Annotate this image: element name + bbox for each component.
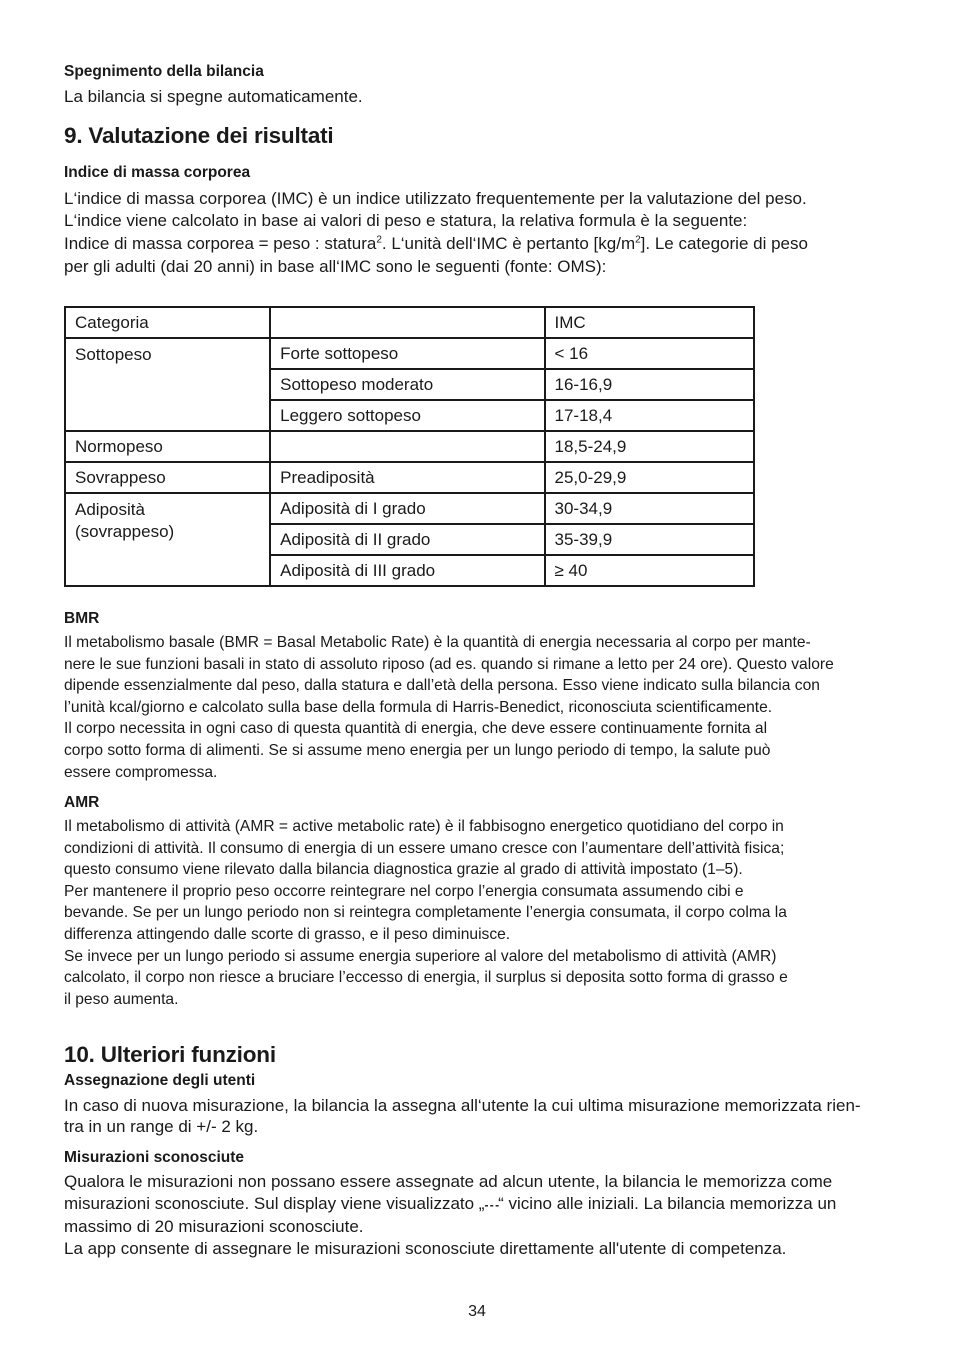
cell-normal-empty — [270, 431, 544, 462]
assign-body — [64, 1095, 894, 1137]
bmr-body — [64, 632, 894, 783]
bmi-formula-text: Indice di massa corporea = peso : statura — [64, 234, 377, 253]
unknown-body — [64, 1171, 894, 1259]
superscript-2: 2 — [635, 234, 641, 246]
header-imc: IMC — [545, 307, 755, 338]
amr-line: il peso aumenta. — [64, 990, 179, 1008]
table-row — [65, 338, 754, 369]
bmr-line: Il corpo necessita in ogni caso di questa quantità di energia, che deve essere continuamente fornita al — [64, 720, 768, 738]
cell-severe-under: Forte sottopeso — [270, 338, 544, 369]
unknown-line-4: La app consente di assegnare le misurazioni sconosciute direttamente all'utente di competenza. — [64, 1238, 787, 1258]
shutdown-text: La bilancia si spegne automaticamente. — [64, 87, 363, 106]
cell-preobese: Preadiposità — [270, 462, 544, 493]
cell-obese-3-value: ≥ 40 — [545, 555, 755, 586]
amr-line: differenza attingendo dalle scorte di grasso, e il peso diminuisce. — [64, 925, 511, 943]
bmi-line-3 — [64, 233, 894, 255]
bmi-line-2: L‘indice viene calcolato in base ai valori di peso e statura, la relativa formula è la seguente: — [64, 211, 748, 230]
unknown-text-b: “ vicino alle iniziali. La bilancia memorizza un — [498, 1193, 837, 1213]
cell-mild-under: Leggero sottopeso — [270, 400, 544, 431]
cell-obese-2: Adiposità di II grado — [270, 524, 544, 555]
cell-preobese-value: 25,0-29,9 — [545, 462, 755, 493]
bmi-line-1: L‘indice di massa corporea (IMC) è un indice utilizzato frequentemente per la valutazione del peso. — [64, 189, 807, 208]
bmr-line: nere le sue funzioni basali in stato di assoluto riposo (ad es. quando si rimane a letto per 24 ore). Questo valore — [64, 655, 834, 673]
bmi-table — [64, 306, 755, 587]
cell-normal: Normopeso — [65, 431, 270, 462]
amr-line: bevande. Se per un lungo periodo non si reintegra completamente l’energia consumata, il corpo colma la — [64, 904, 787, 922]
superscript-2: 2 — [376, 234, 382, 246]
assign-line: In caso di nuova misurazione, la bilancia la assegna all‘utente la cui ultima misurazione memorizzata rien- — [64, 1096, 861, 1115]
header-category: Categoria — [65, 307, 270, 338]
bmi-line-4: per gli adulti (dai 20 anni) in base all‘IMC sono le seguenti (fonte: OMS): — [64, 257, 607, 276]
dashes-symbol: - - - — [484, 1197, 499, 1212]
cell-obese — [65, 493, 270, 586]
cell-overweight: Sovrappeso — [65, 462, 270, 493]
bmr-title: BMR — [64, 610, 100, 627]
bmi-categories-text: ]. Le categorie di peso — [640, 234, 808, 253]
cell-moderate-under-value: 16-16,9 — [545, 369, 755, 400]
unknown-line-3: massimo di 20 misurazioni sconosciute. — [64, 1217, 364, 1236]
cell-obese-1: Adiposità di I grado — [270, 493, 544, 524]
unknown-title: Misurazioni sconosciute — [64, 1149, 245, 1166]
table-row — [65, 462, 754, 493]
amr-line: Se invece per un lungo periodo si assume energia superiore al valore del metabolismo di attività (AMR) — [64, 947, 777, 965]
cell-obese-1-value: 30-34,9 — [545, 493, 755, 524]
amr-body — [64, 816, 894, 1010]
amr-line: condizioni di attività. Il consumo di energia di un essere umano cresce con l’aumentare dell’attività fisica; — [64, 839, 785, 857]
cell-obese-3: Adiposità di III grado — [270, 555, 544, 586]
shutdown-title: Spegnimento della bilancia — [64, 63, 264, 80]
bmr-line: dipende essenzialmente dal peso, dalla statura e dall’età della persona. Esso viene indicato sulla bilancia con — [64, 677, 820, 695]
bmi-title: Indice di massa corporea — [64, 164, 251, 181]
unknown-line-1: Qualora le misurazioni non possano essere assegnate ad alcun utente, la bilancia le memorizza come — [64, 1172, 833, 1191]
unknown-line-2 — [64, 1193, 894, 1217]
bmr-line: essere compromessa. — [64, 763, 218, 781]
obese-label-1: Adiposità — [75, 500, 145, 519]
amr-line: calcolato, il corpo non riesce a bruciare l’eccesso di energia, il surplus si deposita sotto forma di grasso e — [64, 969, 788, 987]
amr-line: questo consumo viene rilevato dalla bilancia diagnostica grazie al grado di attività impostato (1–5). — [64, 861, 743, 879]
cell-severe-under-value: < 16 — [545, 338, 755, 369]
table-header-row — [65, 307, 754, 338]
bmi-unit-text: . L‘unità dell‘IMC è pertanto [kg/m — [381, 234, 636, 253]
amr-title: AMR — [64, 794, 100, 811]
cell-obese-2-value: 35-39,9 — [545, 524, 755, 555]
section-10-heading: 10. Ulteriori funzioni — [64, 1042, 276, 1067]
cell-underweight: Sottopeso — [65, 338, 270, 431]
bmr-line: corpo sotto forma di alimenti. Se si assume meno energia per un lungo periodo di tempo, la salute può — [64, 741, 771, 759]
unknown-text-a: misurazioni sconosciute. Sul display viene visualizzato „ — [64, 1193, 485, 1213]
cell-normal-value: 18,5-24,9 — [545, 431, 755, 462]
amr-line: Per mantenere il proprio peso occorre reintegrare nel corpo l’energia consumata assumendo cibi e — [64, 882, 744, 900]
header-subcategory — [270, 307, 544, 338]
assign-line: tra in un range di +/- 2 kg. — [64, 1117, 259, 1136]
obese-label-2: (sovrappeso) — [75, 522, 175, 541]
table-row — [65, 493, 754, 524]
table-row — [65, 431, 754, 462]
bmr-line: Il metabolismo basale (BMR = Basal Metabolic Rate) è la quantità di energia necessaria al corpo per mante- — [64, 634, 811, 651]
page-number: 34 — [468, 1303, 486, 1320]
bmr-line: l’unità kcal/giorno e calcolato sulla base della formula di Harris-Benedict, riconosciuta scientificamente. — [64, 698, 773, 716]
amr-line: Il metabolismo di attività (AMR = active metabolic rate) è il fabbisogno energetico quotidiano del corpo in — [64, 818, 784, 835]
cell-mild-under-value: 17-18,4 — [545, 400, 755, 431]
assign-title: Assegnazione degli utenti — [64, 1072, 256, 1089]
cell-moderate-under: Sottopeso moderato — [270, 369, 544, 400]
section-9-heading: 9. Valutazione dei risultati — [64, 123, 334, 148]
